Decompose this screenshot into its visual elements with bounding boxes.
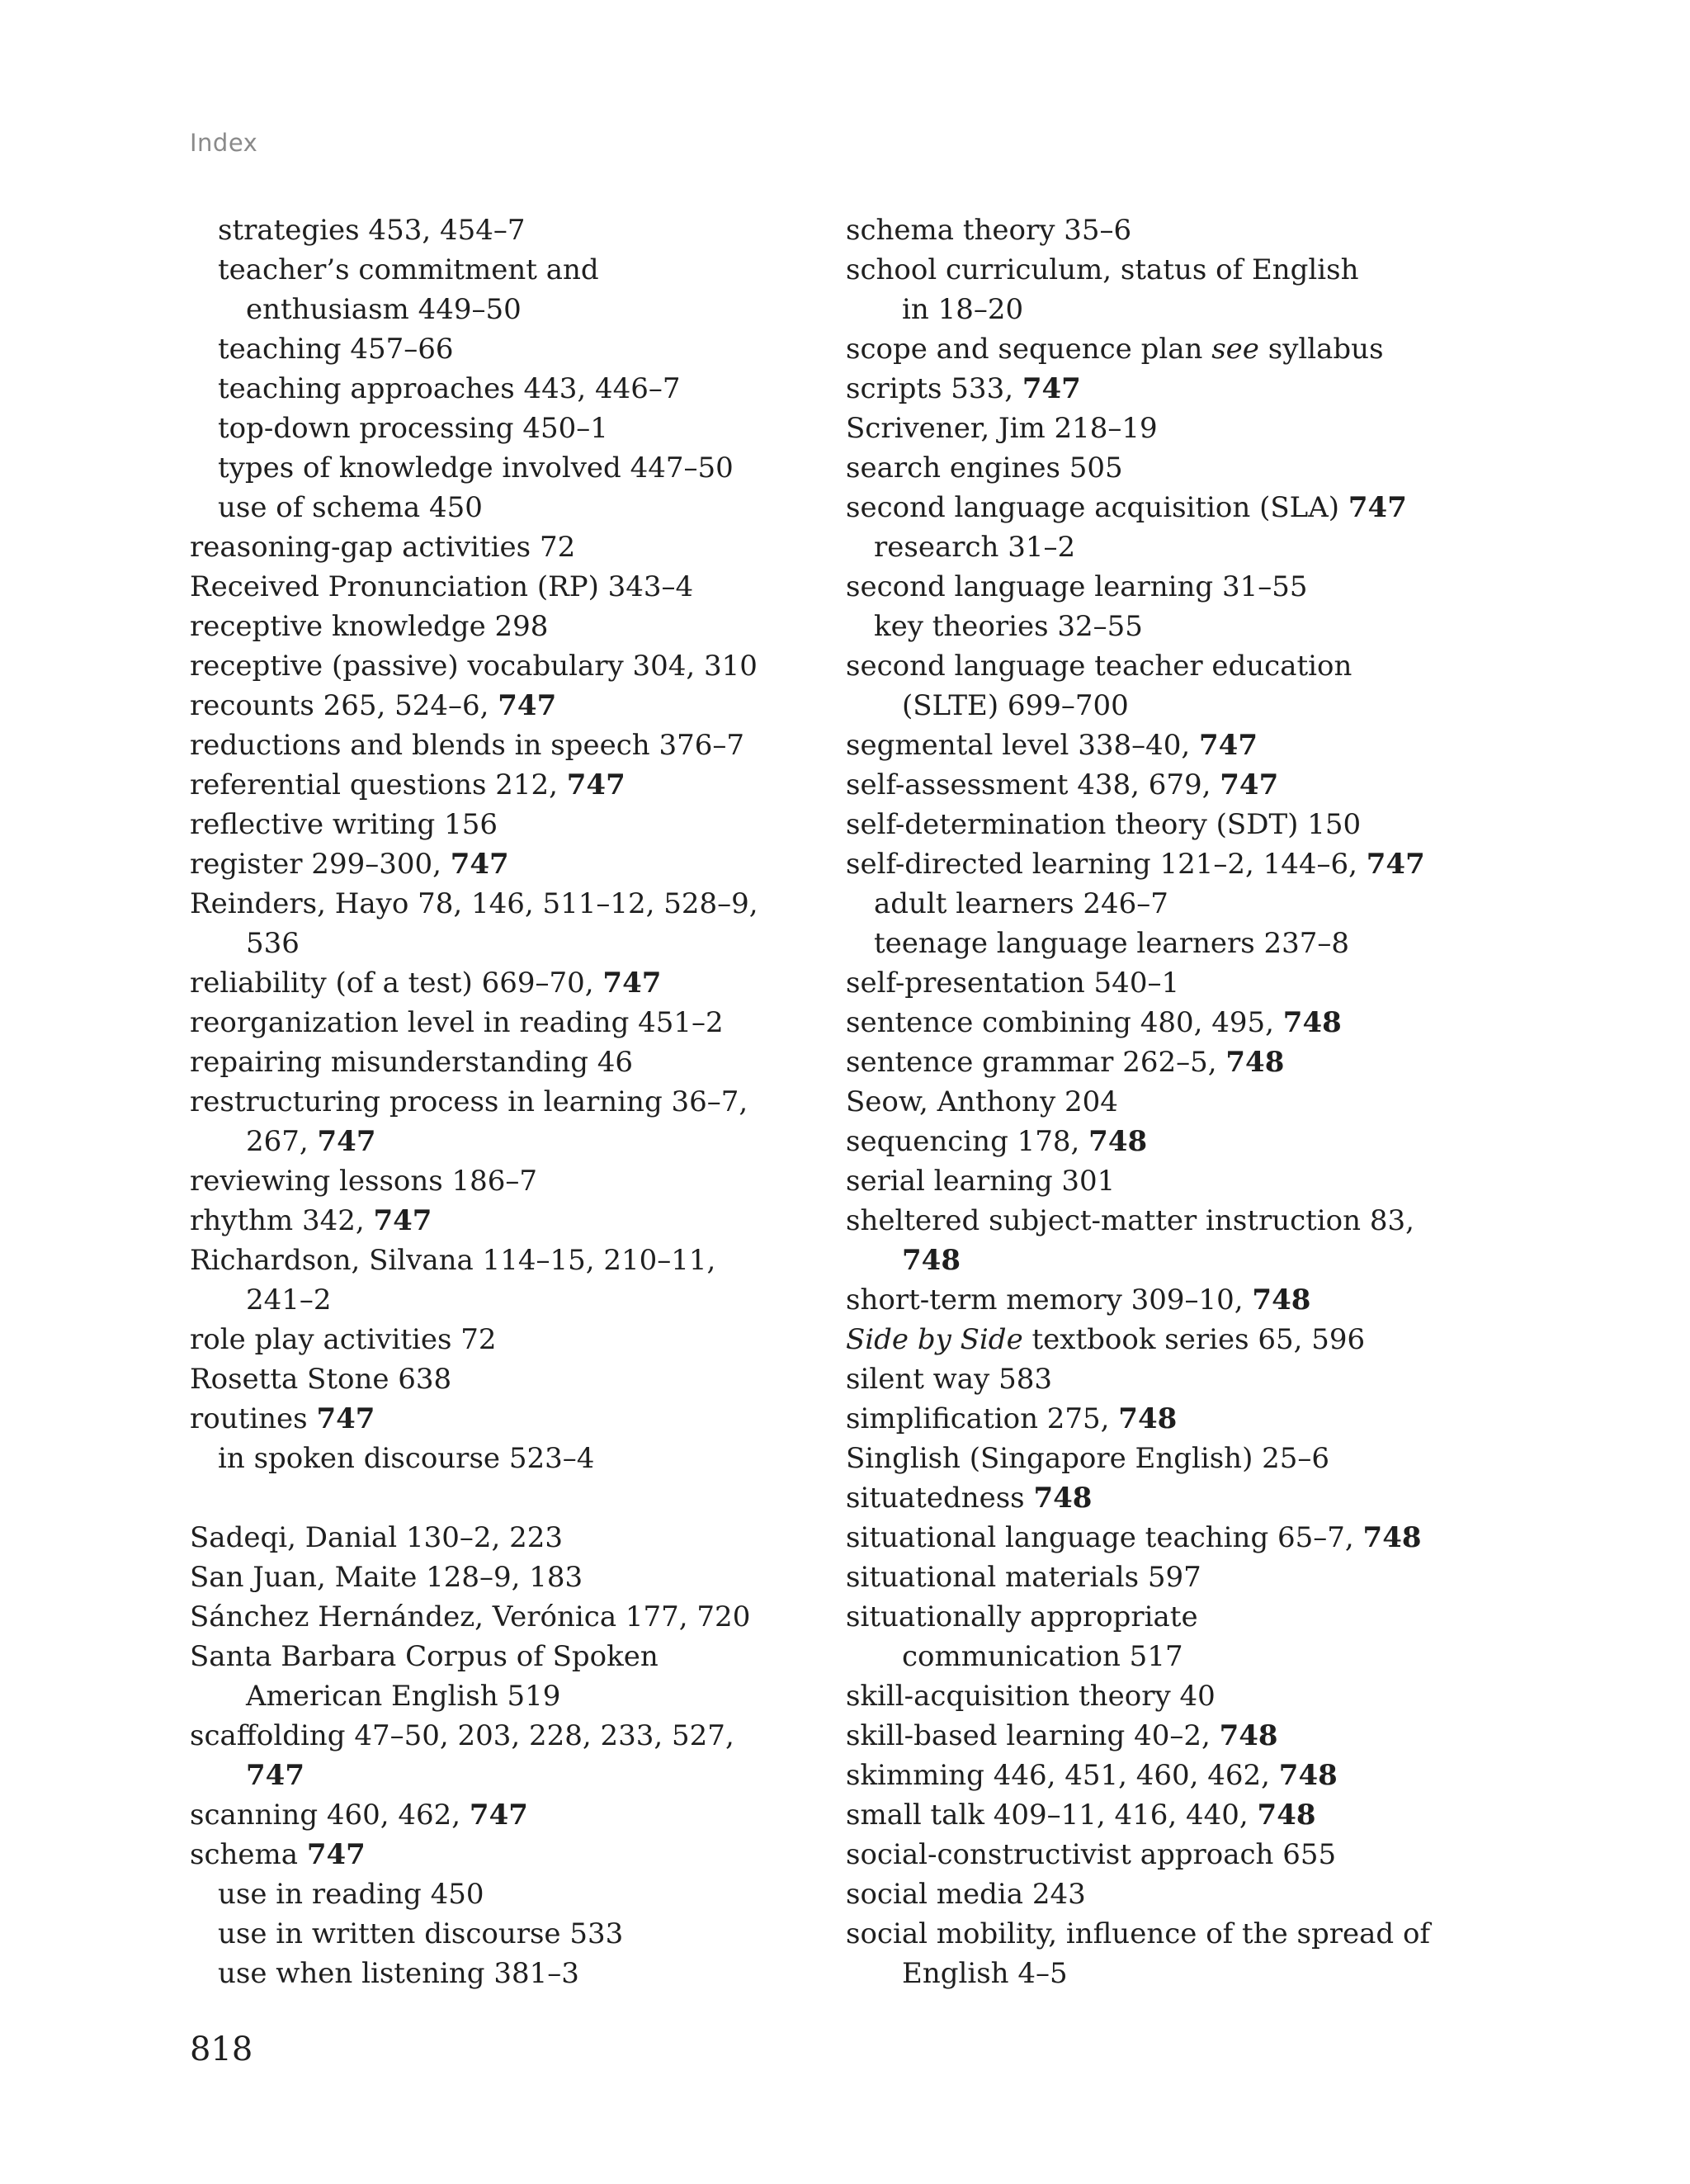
entry-text: self-assessment 438, 679, — [846, 768, 1220, 801]
index-entry — [190, 1042, 825, 1082]
index-entry-continuation — [190, 290, 825, 329]
index-entry — [846, 1756, 1506, 1795]
entry-text: simplification 275, — [846, 1402, 1119, 1435]
entry-text: Richardson, Silvana 114–15, 210–11, — [190, 1244, 716, 1277]
bold-page-ref: 747 — [450, 848, 509, 881]
index-subentry — [190, 1439, 825, 1478]
index-subentry — [190, 250, 825, 290]
index-subentry — [190, 1954, 825, 1993]
bold-page-ref: 747 — [1220, 768, 1279, 801]
bold-page-ref: 747 — [1366, 848, 1425, 881]
italic-text: see — [1211, 333, 1259, 366]
bold-page-ref: 747 — [469, 1799, 528, 1832]
bold-page-ref: 747 — [498, 689, 557, 722]
entry-text: research 31–2 — [874, 531, 1076, 564]
entry-text: adult learners 246–7 — [874, 887, 1168, 920]
entry-text: social mobility, influence of the spread of — [846, 1917, 1431, 1950]
entry-text: scripts 533, — [846, 372, 1022, 405]
index-entry — [846, 1914, 1506, 1954]
index-entry — [846, 805, 1506, 844]
index-entry-continuation — [846, 1954, 1506, 1993]
index-entry-continuation — [846, 686, 1506, 726]
index-entry — [846, 409, 1506, 448]
entry-text: skill-based learning 40–2, — [846, 1719, 1220, 1752]
entry-text: reflective writing 156 — [190, 808, 498, 841]
index-entry — [190, 884, 825, 924]
index-entry — [846, 1676, 1506, 1716]
entry-text: enthusiasm 449–50 — [246, 293, 522, 326]
entry-text: syllabus — [1258, 333, 1384, 366]
index-entry — [846, 567, 1506, 607]
index-entry — [190, 1082, 825, 1122]
entry-text: situatedness — [846, 1482, 1034, 1515]
index-subentry — [190, 1914, 825, 1954]
entry-text: strategies 453, 454–7 — [218, 214, 526, 247]
index-subentry — [190, 369, 825, 409]
index-entry — [190, 1201, 825, 1241]
index-entry — [190, 726, 825, 765]
index-subentry — [846, 884, 1506, 924]
index-entry — [846, 1874, 1506, 1914]
entry-text: rhythm 342, — [190, 1204, 374, 1237]
index-entry — [190, 686, 825, 726]
index-column-left — [190, 210, 825, 1993]
bold-page-ref: 748 — [1362, 1521, 1422, 1554]
index-entry — [846, 369, 1506, 409]
index-entry — [190, 1716, 825, 1756]
entry-text: situationally appropriate — [846, 1600, 1198, 1633]
entry-text: small talk 409–11, 416, 440, — [846, 1799, 1258, 1832]
index-entry — [846, 1558, 1506, 1597]
entry-text: textbook series 65, 596 — [1022, 1323, 1366, 1356]
entry-text: reviewing lessons 186–7 — [190, 1165, 538, 1198]
entry-text: 241–2 — [246, 1283, 332, 1317]
index-entry — [846, 1320, 1506, 1359]
index-entry — [190, 1637, 825, 1676]
entry-text: American English 519 — [246, 1680, 561, 1713]
index-entry — [190, 1241, 825, 1280]
entry-text: scope and sequence plan — [846, 333, 1212, 366]
entry-text: English 4–5 — [902, 1957, 1068, 1990]
index-entry — [190, 1795, 825, 1835]
index-entry — [846, 448, 1506, 488]
entry-text: reductions and blends in speech 376–7 — [190, 729, 744, 762]
index-entry-continuation — [846, 290, 1506, 329]
bold-page-ref: 748 — [1252, 1283, 1311, 1317]
index-entry — [190, 646, 825, 686]
entry-text: Santa Barbara Corpus of Spoken — [190, 1640, 659, 1673]
entry-text: teenage language learners 237–8 — [874, 927, 1350, 960]
letter-group-gap — [190, 1478, 825, 1518]
entry-text: scaffolding 47–50, 203, 228, 233, 527, — [190, 1719, 734, 1752]
bold-page-ref: 747 — [566, 768, 625, 801]
index-entry — [846, 210, 1506, 250]
entry-text: key theories 32–55 — [874, 610, 1143, 643]
entry-text: short-term memory 309–10, — [846, 1283, 1253, 1317]
index-entry — [846, 329, 1506, 369]
index-entry-continuation — [190, 1676, 825, 1716]
running-head: Index — [190, 129, 258, 157]
index-subentry — [190, 488, 825, 527]
bold-page-ref: 747 — [316, 1402, 375, 1435]
index-entry — [846, 1716, 1506, 1756]
entry-text: Received Pronunciation (RP) 343–4 — [190, 570, 694, 603]
index-entry-continuation — [190, 1756, 825, 1795]
entry-text: receptive (passive) vocabulary 304, 310 — [190, 650, 758, 683]
entry-text: register 299–300, — [190, 848, 451, 881]
entry-text: role play activities 72 — [190, 1323, 497, 1356]
index-entry — [846, 1122, 1506, 1161]
bold-page-ref: 748 — [1219, 1719, 1278, 1752]
entry-text: use of schema 450 — [218, 491, 483, 524]
entry-text: sentence grammar 262–5, — [846, 1046, 1226, 1079]
index-entry — [846, 1280, 1506, 1320]
index-entry — [190, 1558, 825, 1597]
entry-text: skill-acquisition theory 40 — [846, 1680, 1216, 1713]
index-entry — [846, 765, 1506, 805]
index-entry — [190, 805, 825, 844]
index-entry — [846, 1003, 1506, 1042]
entry-text: referential questions 212, — [190, 768, 567, 801]
index-entry — [190, 527, 825, 567]
entry-text: in spoken discourse 523–4 — [218, 1442, 595, 1475]
bold-page-ref: 748 — [902, 1244, 961, 1277]
entry-text: Sánchez Hernández, Verónica 177, 720 — [190, 1600, 751, 1633]
index-entry-continuation — [846, 1637, 1506, 1676]
entry-text: Rosetta Stone 638 — [190, 1363, 452, 1396]
entry-text: Seow, Anthony 204 — [846, 1085, 1118, 1118]
bold-page-ref: 748 — [1118, 1402, 1178, 1435]
entry-text: school curriculum, status of English — [846, 253, 1359, 286]
index-subentry — [190, 210, 825, 250]
entry-text: social media 243 — [846, 1878, 1086, 1911]
index-entry — [190, 765, 825, 805]
index-column-right — [846, 210, 1506, 1993]
index-entry-continuation — [846, 1241, 1506, 1280]
entry-text: self-determination theory (SDT) 150 — [846, 808, 1362, 841]
bold-page-ref: 748 — [1088, 1125, 1148, 1158]
index-entry — [190, 567, 825, 607]
index-entry — [190, 1518, 825, 1558]
index-entry — [846, 1359, 1506, 1399]
entry-text: types of knowledge involved 447–50 — [218, 451, 734, 485]
index-entry — [190, 844, 825, 884]
index-entry — [190, 1597, 825, 1637]
entry-text: teaching 457–66 — [218, 333, 454, 366]
bold-page-ref: 748 — [1033, 1482, 1093, 1515]
entry-text: teaching approaches 443, 446–7 — [218, 372, 681, 405]
entry-text: Reinders, Hayo 78, 146, 511–12, 528–9, — [190, 887, 758, 920]
entry-text: use in written discourse 533 — [218, 1917, 624, 1950]
entry-text: Scrivener, Jim 218–19 — [846, 412, 1158, 445]
bold-page-ref: 748 — [1282, 1006, 1342, 1039]
entry-text: repairing misunderstanding 46 — [190, 1046, 634, 1079]
entry-text: social-constructivist approach 655 — [846, 1838, 1337, 1871]
index-subentry — [190, 329, 825, 369]
entry-text: communication 517 — [902, 1640, 1183, 1673]
index-entry — [846, 1439, 1506, 1478]
index-subentry — [190, 448, 825, 488]
entry-text: Sadeqi, Danial 130–2, 223 — [190, 1521, 563, 1554]
index-entry — [846, 646, 1506, 686]
entry-text: second language learning 31–55 — [846, 570, 1308, 603]
index-entry — [846, 1835, 1506, 1874]
index-subentry — [846, 527, 1506, 567]
bold-page-ref: 747 — [317, 1125, 376, 1158]
index-entry-continuation — [190, 924, 825, 963]
index-subentry — [190, 409, 825, 448]
entry-text: top-down processing 450–1 — [218, 412, 608, 445]
index-entry — [190, 1161, 825, 1201]
entry-text: self-directed learning 121–2, 144–6, — [846, 848, 1367, 881]
bold-page-ref: 747 — [306, 1838, 366, 1871]
entry-text: schema — [190, 1838, 307, 1871]
entry-text: silent way 583 — [846, 1363, 1052, 1396]
index-entry — [846, 1201, 1506, 1241]
index-entry — [190, 607, 825, 646]
index-entry — [846, 488, 1506, 527]
index-entry — [190, 1399, 825, 1439]
entry-text: sheltered subject-matter instruction 83, — [846, 1204, 1414, 1237]
entry-text: scanning 460, 462, — [190, 1799, 470, 1832]
index-entry-continuation — [190, 1280, 825, 1320]
index-entry — [846, 844, 1506, 884]
index-entry — [846, 1597, 1506, 1637]
bold-page-ref: 747 — [373, 1204, 432, 1237]
entry-text: Singlish (Singapore English) 25–6 — [846, 1442, 1330, 1475]
entry-text: 267, — [246, 1125, 318, 1158]
entry-text: schema theory 35–6 — [846, 214, 1132, 247]
index-entry — [846, 1478, 1506, 1518]
index-subentry — [846, 924, 1506, 963]
entry-text: second language teacher education — [846, 650, 1352, 683]
entry-text: reorganization level in reading 451–2 — [190, 1006, 724, 1039]
entry-text: restructuring process in learning 36–7, — [190, 1085, 748, 1118]
bold-page-ref: 747 — [602, 967, 662, 1000]
entry-text: routines — [190, 1402, 317, 1435]
index-entry — [846, 726, 1506, 765]
entry-text: reasoning-gap activities 72 — [190, 531, 576, 564]
index-entry — [190, 1320, 825, 1359]
entry-text: search engines 505 — [846, 451, 1123, 485]
index-entry — [190, 1359, 825, 1399]
index-entry — [846, 963, 1506, 1003]
index-entry — [190, 1003, 825, 1042]
entry-text: receptive knowledge 298 — [190, 610, 549, 643]
bold-page-ref: 747 — [246, 1759, 304, 1792]
entry-text: San Juan, Maite 128–9, 183 — [190, 1561, 583, 1594]
italic-text: Side by Side — [846, 1323, 1023, 1356]
entry-text: teacher’s commitment and — [218, 253, 599, 286]
index-entry-continuation — [190, 1122, 825, 1161]
bold-page-ref: 748 — [1278, 1759, 1338, 1792]
entry-text: sequencing 178, — [846, 1125, 1089, 1158]
entry-text: (SLTE) 699–700 — [902, 689, 1129, 722]
index-entry — [846, 1399, 1506, 1439]
entry-text: situational language teaching 65–7, — [846, 1521, 1363, 1554]
index-entry — [846, 1161, 1506, 1201]
entry-text: serial learning 301 — [846, 1165, 1116, 1198]
bold-page-ref: 748 — [1257, 1799, 1316, 1832]
entry-text: self-presentation 540–1 — [846, 967, 1180, 1000]
entry-text: sentence combining 480, 495, — [846, 1006, 1283, 1039]
bold-page-ref: 748 — [1225, 1046, 1285, 1079]
entry-text: skimming 446, 451, 460, 462, — [846, 1759, 1279, 1792]
entry-text: segmental level 338–40, — [846, 729, 1199, 762]
index-entry — [190, 1835, 825, 1874]
index-subentry — [190, 1874, 825, 1914]
entry-text: in 18–20 — [902, 293, 1024, 326]
entry-text: use in reading 450 — [218, 1878, 484, 1911]
index-entry — [190, 963, 825, 1003]
entry-text: reliability (of a test) 669–70, — [190, 967, 603, 1000]
index-entry — [846, 1042, 1506, 1082]
index-entry — [846, 250, 1506, 290]
index-entry — [846, 1795, 1506, 1835]
page-number: 818 — [190, 2030, 253, 2068]
index-entry — [846, 1082, 1506, 1122]
bold-page-ref: 747 — [1348, 491, 1407, 524]
entry-text: situational materials 597 — [846, 1561, 1201, 1594]
entry-text: 536 — [246, 927, 300, 960]
entry-text: second language acquisition (SLA) — [846, 491, 1348, 524]
index-subentry — [846, 607, 1506, 646]
bold-page-ref: 747 — [1199, 729, 1258, 762]
bold-page-ref: 747 — [1022, 372, 1081, 405]
entry-text: use when listening 381–3 — [218, 1957, 579, 1990]
index-entry — [846, 1518, 1506, 1558]
entry-text: recounts 265, 524–6, — [190, 689, 498, 722]
